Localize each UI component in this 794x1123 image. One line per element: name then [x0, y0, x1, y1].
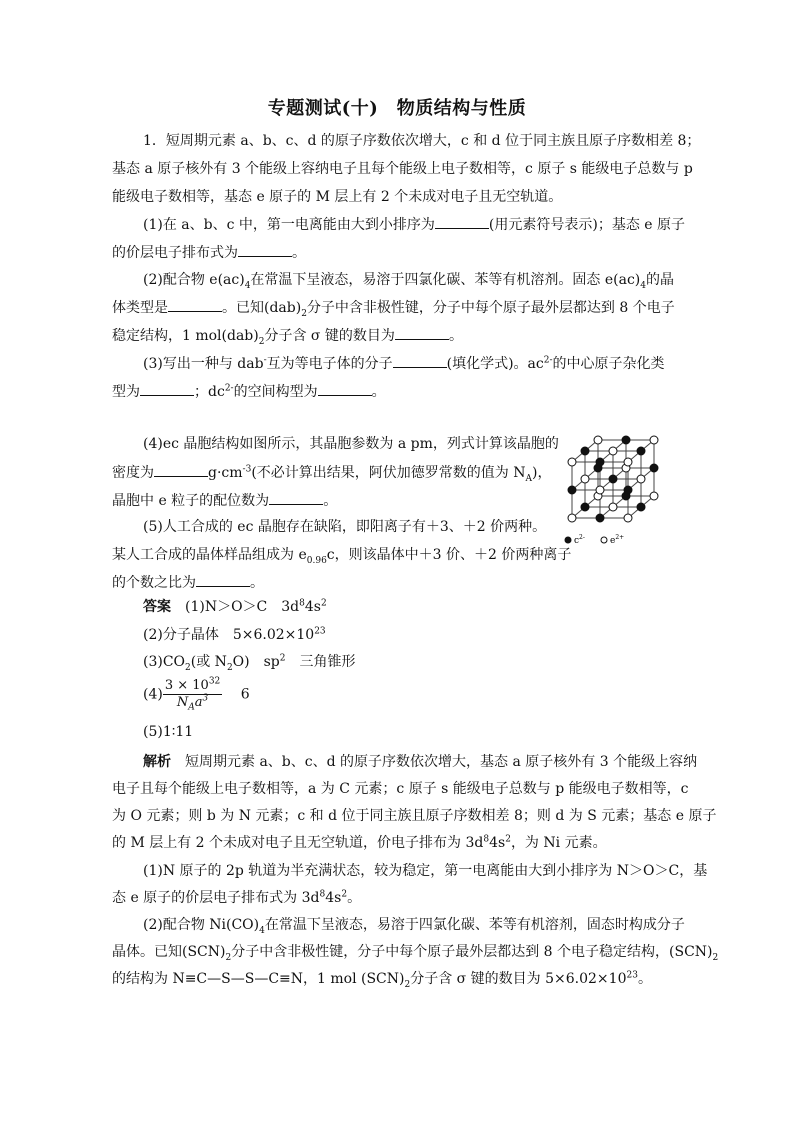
cation-atom — [624, 514, 632, 522]
answer-blank[interactable] — [269, 490, 323, 505]
sub-question-5-line-1: (5)人工合成的 ec 晶胞存在缺陷，即阳离子有＋3、＋2 价两种。 — [143, 519, 547, 535]
anion-atom — [637, 447, 645, 455]
answer-blank[interactable] — [154, 462, 208, 477]
analysis-line-5: (1)N 原子的 2p 轨道为半充满状态，较为稳定，第一电离能由大到小排序为 N＞O＞C，基 — [143, 863, 708, 879]
anion-atom — [622, 436, 630, 444]
cation-atom — [568, 458, 576, 466]
cation-atom — [568, 514, 576, 522]
legend-cation-label: $e^{2+}$ — [610, 534, 625, 546]
answer-blank[interactable] — [318, 381, 372, 396]
sub-question-3-line-1: (3)写出一种与 dab-互为等电子体的分子 (填化学式)。$ac^{2-}$的中心原子杂化类 — [143, 353, 665, 374]
density-fraction: $\frac{3 \times 10^{32}}{N_Aa^3}$ — [164, 676, 221, 713]
anion-atom — [624, 486, 632, 494]
sub-question-2-line-3: 稳定结构，1 $mol(dab)_2$分子含 σ 键的数目为 。 — [112, 325, 463, 346]
sub-question-4-line-1: (4)ec 晶胞结构如图所示，其晶胞参数为 a pm，列式计算该晶胞的 — [143, 436, 559, 452]
answer-blank[interactable] — [140, 381, 194, 396]
analysis-line-8: 晶体。已知$(SCN)_2$分子中含非极性键，分子中每个原子最外层都达到 8 个电子稳定结构，$(SCN)_2$ — [112, 944, 719, 963]
answer-line-3: $(3)CO_2$(或 $N_2O$) $sp^2$ 三角锥形 — [143, 653, 356, 673]
cation-atom — [650, 436, 658, 444]
answer-line-4: (4) $\frac{3 \times 10^{32}}{N_Aa^3}$ 6 — [143, 676, 250, 713]
analysis-line-9: 的结构为 N≡C—S—S—C≡N，1 mol $(SCN)_2$分子含 σ 键的数目为 $5\times 6.02\times 10^{23}$。 — [112, 970, 652, 990]
answer-blank[interactable] — [393, 353, 447, 368]
analysis-line-7: (2)配合物 $Ni(CO)_4$在常温下呈液态，易溶于四氯化碳、苯等有机溶剂，固态时构成分子 — [143, 917, 685, 936]
cation-atom — [594, 436, 602, 444]
anion-atom — [596, 514, 604, 522]
analysis-line-2: 电子且每个能级上电子数相等，a 为 C 元素；c 原子 s 能级电子总数与 p 能级电子数相等，c — [112, 781, 689, 797]
anion-atom — [650, 464, 658, 472]
answer-blank[interactable] — [168, 297, 222, 312]
page-title: 专题测试(十) 物质结构与性质 — [267, 98, 527, 119]
analysis-label: 解析 — [143, 754, 171, 770]
legend-cation-dot — [601, 537, 607, 543]
sub-question-4-line-2: 密度为 $g\cdot cm^{-3}$(不必计算出结果，阿伏加德罗常数的值为 $N_A$)， — [112, 462, 551, 483]
question-intro-line-1: 1．短周期元素 a、b、c、d 的原子序数依次增大，c 和 d 位于同主族且原子序数相差 8； — [143, 133, 701, 149]
cation-atom — [624, 458, 632, 466]
anion-atom — [596, 458, 604, 466]
analysis-line-1: 解析 短周期元素 a、b、c、d 的原子序数依次增大，基态 a 原子核外有 3 个能级上容纳 — [143, 754, 698, 770]
answer-line-5: (5)1∶11 — [143, 724, 194, 740]
answer-blank[interactable] — [238, 242, 292, 257]
answer-blank[interactable] — [196, 572, 250, 587]
crystal-cell-figure — [558, 434, 670, 546]
answer-line-2: (2)分子晶体 $5\times 6.02\times 10^{23}$ — [143, 626, 326, 643]
sub-question-4-line-3: 晶胞中 e 粒子的配位数为 。 — [112, 490, 337, 511]
sub-question-1-line-1: (1)在 a、b、c 中，第一电离能由大到小排序为 (用元素符号表示)；基态 e 原子 — [143, 214, 685, 235]
lattice-atoms — [568, 436, 658, 522]
answer-label: 答案 — [143, 599, 171, 615]
analysis-line-3: 为 O 元素；则 b 为 N 元素；c 和 d 位于同主族且原子序数相差 8；则 d 为 S 元素；基态 e 原子 — [112, 808, 717, 824]
legend-anion-label: $c^{2-}$ — [574, 534, 585, 546]
sub-question-2-line-1: (2)配合物 $e(ac)_4$在常温下呈液态，易溶于四氯化碳、苯等有机溶剂。固态 $e(ac)_4$的晶 — [143, 272, 675, 291]
anion-atom — [581, 503, 589, 511]
question-intro-line-2: 基态 a 原子核外有 3 个能级上容纳电子且每个能级上电子数相等，c 原子 s 能级电子总数与 p — [112, 161, 693, 177]
sub-question-5-line-3: 的个数之比为 。 — [112, 572, 264, 593]
sub-question-5-line-2: 某人工合成的晶体样品组成为 $e_{0.96}c$，则该晶体中＋3 价、＋2 价两种离子 — [112, 547, 572, 566]
analysis-line-4: 的 M 层上有 2 个未成对电子且无空轨道，价电子排布为 $3d^84s^2$，为 Ni 元素。 — [112, 834, 607, 851]
anion-atom — [581, 447, 589, 455]
anion-atom — [609, 475, 617, 483]
cation-atom — [609, 503, 617, 511]
answer-line-1: 答案 (1)N＞O＞C $3d^84s^2$ — [143, 598, 327, 615]
sub-question-3-line-2: 型为 ；$dc^{2-}$的空间构型为 。 — [112, 381, 386, 402]
anion-atom — [568, 486, 576, 494]
cation-atom — [637, 475, 645, 483]
analysis-line-6: 态 e 原子的价层电子排布式为 $3d^84s^2$。 — [112, 889, 362, 906]
cation-atom — [581, 475, 589, 483]
cation-atom — [609, 447, 617, 455]
anion-atom — [637, 503, 645, 511]
sub-question-1-line-2: 的价层电子排布式为 。 — [112, 242, 306, 263]
cation-atom — [596, 486, 604, 494]
legend-anion-dot — [565, 537, 571, 543]
question-intro-line-3: 能级电子数相等，基态 e 原子的 M 层上有 2 个未成对电子且无空轨道。 — [112, 189, 563, 205]
sub-question-2-line-2: 体类型是 。已知$(dab)_2$分子中含非极性键，分子中每个原子最外层都达到 8 个电子 — [112, 297, 675, 318]
cation-atom — [650, 492, 658, 500]
answer-blank[interactable] — [435, 214, 489, 229]
figure-legend — [565, 534, 624, 546]
answer-blank[interactable] — [395, 325, 449, 340]
